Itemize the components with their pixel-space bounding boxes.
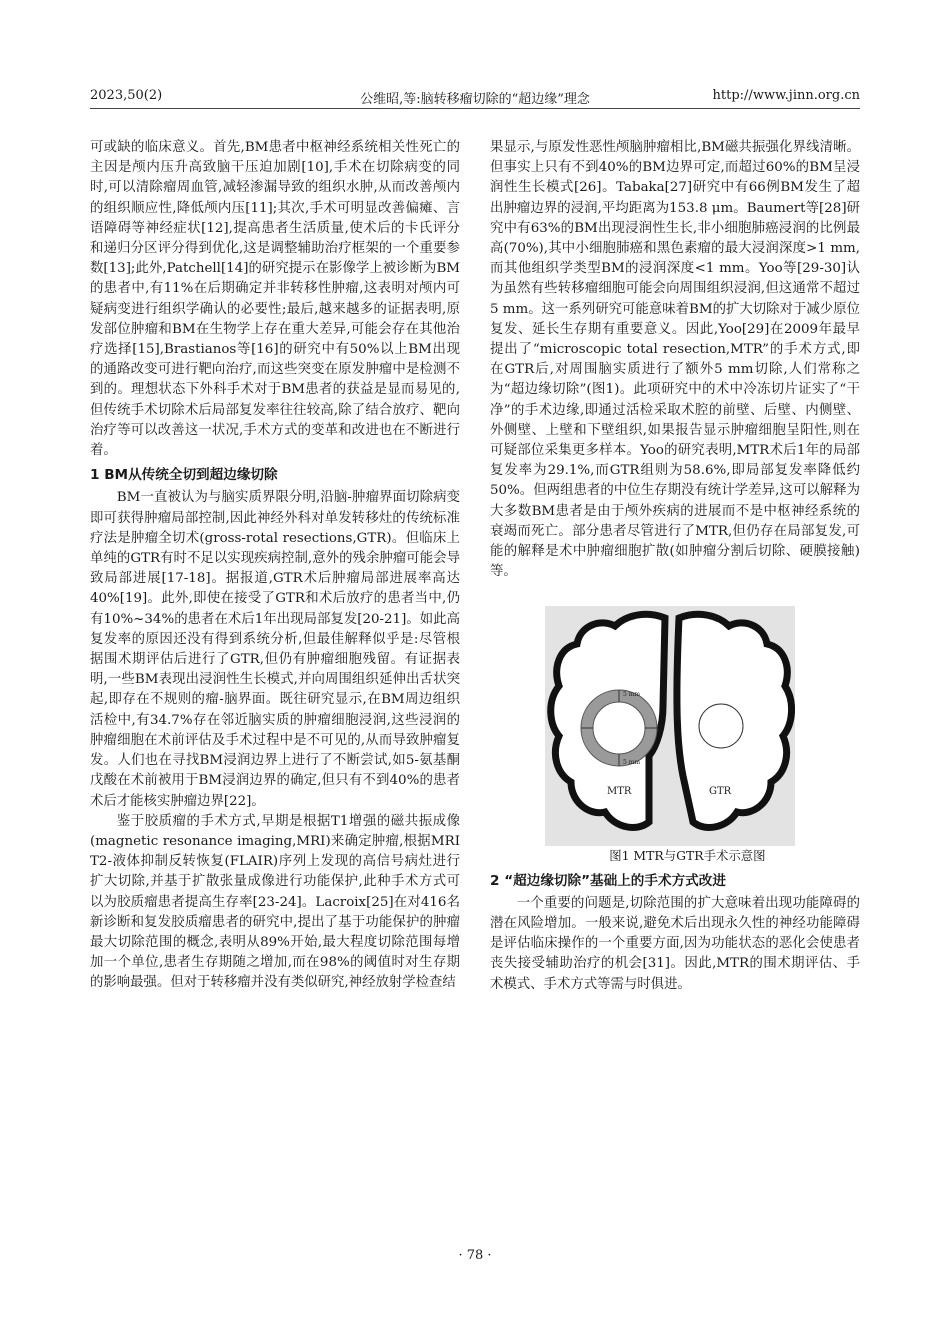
mtr-resection-cavity [593,702,645,754]
section-heading-1: 1 BM从传统全切到超边缘切除 [90,467,278,484]
paragraph: 鉴于胶质瘤的手术方式,早期是根据T1增强的磁共振成像(magnetic resonance imaging,MRI)来确定肿瘤,根据MRI T2-液体抑制反转恢复(FLAIR)序列上发现的高信号病灶进行扩大切除,并基于扩散张量成像进行功能保护,此种手术方式可以为胶质瘤患者提高生存率[23-24]。Lacroix[25]在对416名新诊断和复发胶质瘤患者的研究中,提出了基于功能保护的肿瘤最大切除范围的概念,表明从89%开始,最大程度切除范围每增加一个单位,患者生存期随之增加,而在98%的阈值时对生存期的影响最强。但对于转移瘤并没有类似研究,神经放射学检查结 [90,813,460,991]
page-number: · 78 · [458,1248,492,1263]
journal-issue: 2023,50(2) [90,88,163,103]
figure-caption: 图1 MTR与GTR手术示意图 [609,848,766,864]
right-column [490,138,860,995]
brain-diagram [545,606,795,846]
left-column [90,138,460,994]
paragraph: 果显示,与原发性恶性颅脑肿瘤相比,BM磁共振强化界线清晰。但事实上只有不到40%的BM边界可定,而超过60%的BM呈浸润性生长模式[26]。Tabaka[27]研究中有66例BM发生了超出肿瘤边界的浸润,平均距离为153.8 μm。Baumert等[28]研究中有63%的BM出现浸润性生长,非小细胞肺癌浸润的比例最高(70%),其中小细胞肺癌和黑色素瘤的最大浸润深度>1 mm,而其他组织学类型BM的浸润深度<1 mm。Yoo等[29-30]认为虽然有些转移瘤细胞可能会向周围组织浸润,但这通常不超过5 mm。这一系列研究可能意味着BM的扩大切除对于减少原位复发、延长生存期有重要意义。因此,Yoo[29]在2009年最早提出了“microscopic total resection,MTR”的手术方式,即在GTR后,对周围脑实质进行了额外5 mm切除,人们常称之为“超边缘切除”(图1)。此项研究中的术中冷冻切片证实了“干净”的手术边缘,即通过活检采取术腔的前壁、后壁、内侧壁、外侧壁、上壁和下壁组织,如果报告显示肿瘤细胞呈阳性,则在可疑部位采集更多样本。Yoo的研究表明,MTR术后1年的局部复发率为29.1%,而GTR组则为58.6%,即局部复发率降低约50%。但两组患者的中位生存期没有统计学差异,这可以解释为大多数BM患者是由于颅外疾病的进展而不是中枢神经系统的衰竭而死亡。部分患者尽管进行了MTR,但仍存在局部复发,可能的解释是术中肿瘤细胞扩散(如肿瘤分割后切除、硬膜接触)等。 [490,140,860,580]
gtr-resection-cavity [699,704,743,748]
gtr-label: GTR [709,786,732,798]
running-header [90,88,860,109]
margin-label: 5 mm [623,691,641,699]
figure-1 [545,606,795,846]
section-heading-2: 2 “超边缘切除”基础上的手术方式改进 [490,872,726,889]
journal-url: http://www.jinn.org.cn [712,88,860,103]
paragraph: 可或缺的临床意义。首先,BM患者中枢神经系统相关性死亡的主因是颅内压升高致脑干压迫加剧[10],手术在切除病变的同时,可以清除瘤周血管,减轻渗漏导致的组织水肿,从而改善颅内的组织顺应性,降低颅内压[11];其次,手术可明显改善偏瘫、言语障碍等神经症状[12],提高患者生活质量,使术后的卡氏评分和递归分区评分得到优化,这是调整辅助治疗框架的一个重要参数[13];此外,Patchell[14]的研究提示在影像学上被诊断为BM的患者中,有11%在后期确定并非转移性肿瘤,这表明对颅内可疑病变进行组织学确认的必要性;最后,越来越多的证据表明,原发部位肿瘤和BM在生物学上存在重大差异,可能会存在其他治疗选择[15],Brastianos等[16]的研究中有50%以上BM出现的通路改变可进行靶向治疗,而这些突变在原发肿瘤中是检测不到的。理想状态下外科手术对于BM患者的获益是显而易见的,但传统手术切除术后局部复发率往往较高,除了结合放疗、靶向治疗等可以改善这一状况,手术方式的变革和改进也在不断进行着。 [90,140,460,459]
running-title: 公维昭,等:脑转移瘤切除的“超边缘”理念 [360,92,590,107]
paragraph: BM一直被认为与脑实质界限分明,沿脑-肿瘤界面切除病变即可获得肿瘤局部控制,因此神经外科对单发转移灶的传统标准疗法是肿瘤全切术(gross-rotal resections,GTR)。但临床上单纯的GTR有时不足以实现疾病控制,意外的残余肿瘤可能会导致局部进展[17-18]。据报道,GTR术后肿瘤局部进展率高达40%[19]。此外,即使在接受了GTR和术后放疗的患者当中,仍有10%~34%的患者在术后1年出现局部复发[20-21]。如此高复发率的原因还没有得到系统分析,但最佳解释似乎是:尽管根据围术期评估后进行了GTR,但仍有肿瘤细胞残留。有证据表明,一些BM表现出浸润性生长模式,并向周围组织延伸出舌状突起,即存在不规则的瘤-脑界面。既往研究显示,在BM周边组织活检中,有34.7%存在邻近脑实质的肿瘤细胞浸润,这些浸润的肿瘤细胞在术前评估及手术过程中是不可见的,从而导致肿瘤复发。人们也在寻找BM浸润边界上进行了不断尝试,如5-氨基酮戊酸在术前被用于BM浸润边界的确定,但只有不到40%的患者术后才能核实肿瘤边界[22]。 [90,490,460,809]
paragraph: 一个重要的问题是,切除范围的扩大意味着出现功能障碍的潜在风险增加。一般来说,避免术后出现永久性的神经功能障碍是评估临床操作的一个重要方面,因为功能状态的恶化会使患者丧失接受辅助治疗的机会[31]。因此,MTR的围术期评估、手术模式、手术方式等需与时俱进。 [490,895,860,992]
mtr-label: MTR [607,786,632,798]
margin-label: 5 mm [623,759,641,767]
